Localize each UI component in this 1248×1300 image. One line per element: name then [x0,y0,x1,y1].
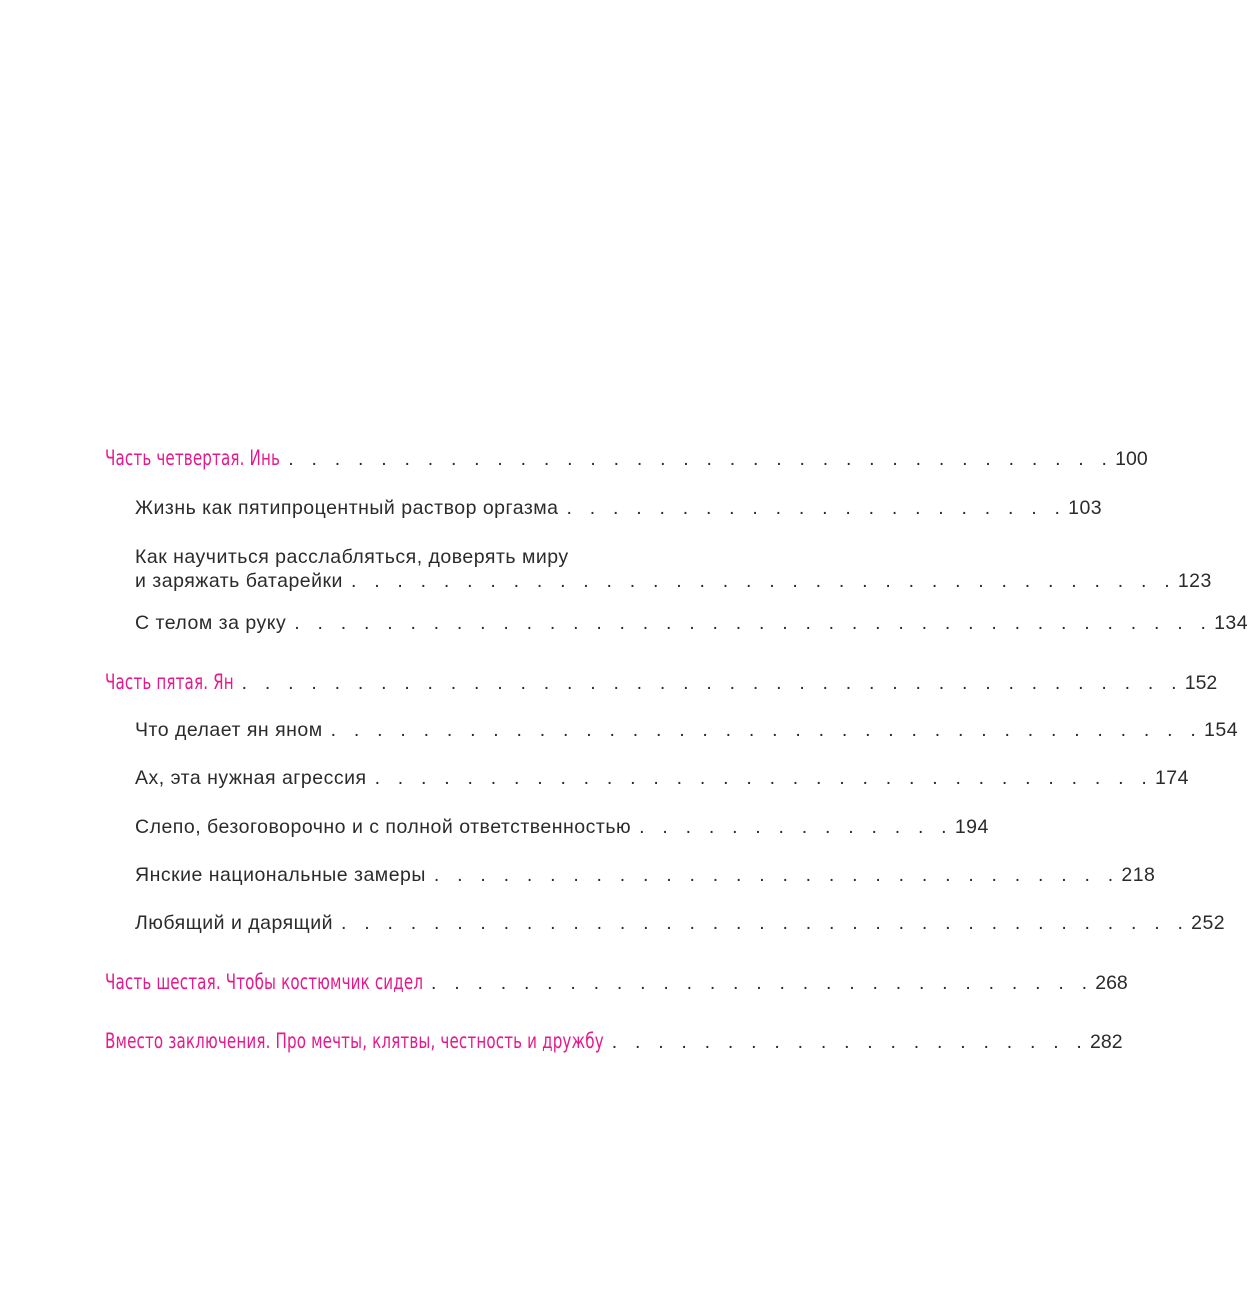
leader-dots: . . . . . . . . . . . . . . . . . . . . . . . . . . . . . . [433,864,1120,886]
toc-part-4 [105,446,1148,471]
toc-conclusion [105,1029,1123,1054]
part-title: Вместо заключения. Про мечты, клятвы, честность и дружбу [105,1029,604,1053]
toc-chapter-123 [135,570,1212,593]
page-number: 123 [1177,570,1212,592]
chapter-title: С телом за руку [135,612,287,634]
page-number: 100 [1115,448,1148,470]
part-title: Часть шестая. Чтобы костюмчик сидел [105,970,424,994]
page-number: 134 [1214,612,1248,634]
page-number: 218 [1121,864,1156,886]
toc-chapter-218 [135,864,1156,887]
page-number: 103 [1068,497,1103,519]
toc-chapter-103 [135,497,1103,520]
leader-dots: . . . . . . . . . . . . . . . . . . . . . . . . . . . . . . . . . . . . . [341,912,1190,934]
leader-dots: . . . . . . . . . . . . . . . . . . . . . . . . . . . . . . . . . . [374,767,1153,789]
chapter-title: Жизнь как пятипроцентный раствор оргазма [135,497,559,519]
leader-dots: . . . . . . . . . . . . . . . . . . . . . [611,1031,1089,1053]
page-number: 194 [954,816,989,838]
part-title: Часть пятая. Ян [105,670,234,694]
leader-dots: . . . . . . . . . . . . . . . . . . . . . . . . . . . . . . . . . . . . [350,570,1176,592]
page-number: 174 [1154,767,1189,789]
chapter-title: и заряжать батарейки [135,570,343,592]
toc-chapter-154 [135,719,1239,742]
page-number: 152 [1184,672,1218,694]
page-number: 252 [1191,912,1226,934]
part-title: Часть четвертая. Инь [105,446,281,470]
leader-dots: . . . . . . . . . . . . . . . . . . . . . . . . . . . . . . . . . . . . [288,448,1114,470]
leader-dots: . . . . . . . . . . . . . . [639,816,953,838]
leader-dots: . . . . . . . . . . . . . . . . . . . . . . [566,497,1067,519]
chapter-title: Слепо, безоговорочно и с полной ответственностью [135,816,632,838]
page-number: 282 [1090,1031,1123,1053]
chapter-title: Янские национальные замеры [135,864,426,886]
page-number: 154 [1204,719,1239,741]
toc-chapter-252 [135,912,1226,935]
leader-dots: . . . . . . . . . . . . . . . . . . . . . . . . . . . . . . . . . . . . . . . . . [241,672,1183,694]
leader-dots: . . . . . . . . . . . . . . . . . . . . . . . . . . . . . . . . . . . . . . [330,719,1202,741]
toc-chapter-134 [135,612,1248,635]
toc-chapter-174 [135,767,1189,790]
toc-part-5 [105,670,1218,695]
leader-dots: . . . . . . . . . . . . . . . . . . . . . . . . . . . . . . . . . . . . . . . . [294,612,1213,634]
chapter-title-line-1: Как научиться расслабляться, доверять миру [135,546,569,568]
chapter-title: Что делает ян яном [135,719,323,741]
page-number: 268 [1095,972,1128,994]
toc-chapter-194 [135,816,989,839]
chapter-title: Ах, эта нужная агрессия [135,767,367,789]
chapter-title: Любящий и дарящий [135,912,334,934]
toc-part-6 [105,970,1128,995]
leader-dots: . . . . . . . . . . . . . . . . . . . . . . . . . . . . . [431,972,1094,994]
